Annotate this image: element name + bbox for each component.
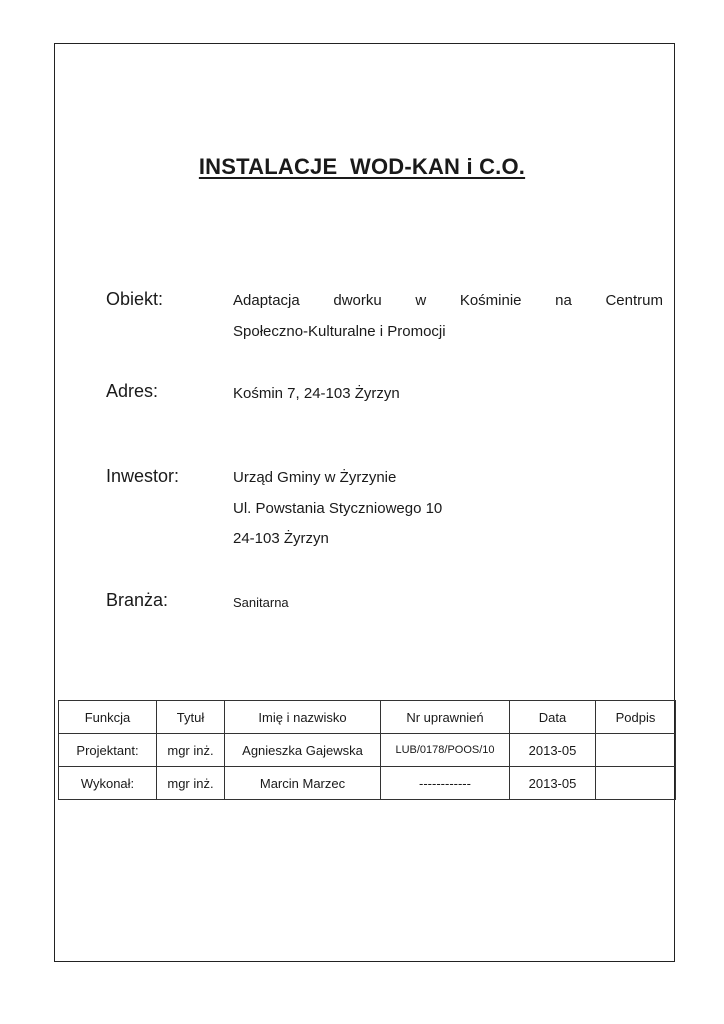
table-cell: Wykonał: bbox=[59, 767, 157, 800]
branza-value: Sanitarna bbox=[233, 595, 289, 610]
table-cell: LUB/0178/POOS/10 bbox=[381, 734, 510, 767]
signature-cell bbox=[596, 767, 676, 800]
table-header-cell: Funkcja bbox=[59, 701, 157, 734]
table-header-cell: Imię i nazwisko bbox=[225, 701, 381, 734]
inwestor-value-line2: Ul. Powstania Styczniowego 10 bbox=[233, 500, 443, 517]
inwestor-value-line3: 24-103 Żyrzyn bbox=[233, 530, 329, 547]
inwestor-label: Inwestor: bbox=[106, 466, 180, 486]
table-cell: Agnieszka Gajewska bbox=[225, 734, 381, 767]
table-header-cell: Podpis bbox=[596, 701, 676, 734]
table-cell: mgr inż. bbox=[157, 734, 225, 767]
table-cell: Projektant: bbox=[59, 734, 157, 767]
inwestor-value-line1: Urząd Gminy w Żyrzynie bbox=[233, 469, 397, 486]
table-header-cell: Tytuł bbox=[157, 701, 225, 734]
table-header-cell: Data bbox=[510, 701, 596, 734]
table-header-row bbox=[59, 701, 676, 734]
table-cell: ------------ bbox=[381, 767, 510, 800]
obiekt-label: Obiekt: bbox=[106, 289, 164, 309]
obiekt-value-line2: Społeczno-Kulturalne i Promocji bbox=[233, 323, 446, 340]
table-cell: Marcin Marzec bbox=[225, 767, 381, 800]
table-cell: mgr inż. bbox=[157, 767, 225, 800]
table-header-cell: Nr uprawnień bbox=[381, 701, 510, 734]
branza-label: Branża: bbox=[106, 590, 169, 610]
signature-cell bbox=[596, 734, 676, 767]
table-cell: 2013-05 bbox=[510, 734, 596, 767]
signature-table bbox=[58, 700, 676, 800]
table-row bbox=[59, 734, 676, 767]
document-title: INSTALACJE WOD-KAN i C.O. bbox=[198, 154, 526, 179]
table-cell: 2013-05 bbox=[510, 767, 596, 800]
obiekt-value-line1: Adaptacja dworku w Kośminie na Centrum bbox=[233, 292, 663, 309]
adres-label: Adres: bbox=[106, 381, 159, 401]
table-row bbox=[59, 767, 676, 800]
adres-value: Kośmin 7, 24-103 Żyrzyn bbox=[233, 385, 400, 402]
